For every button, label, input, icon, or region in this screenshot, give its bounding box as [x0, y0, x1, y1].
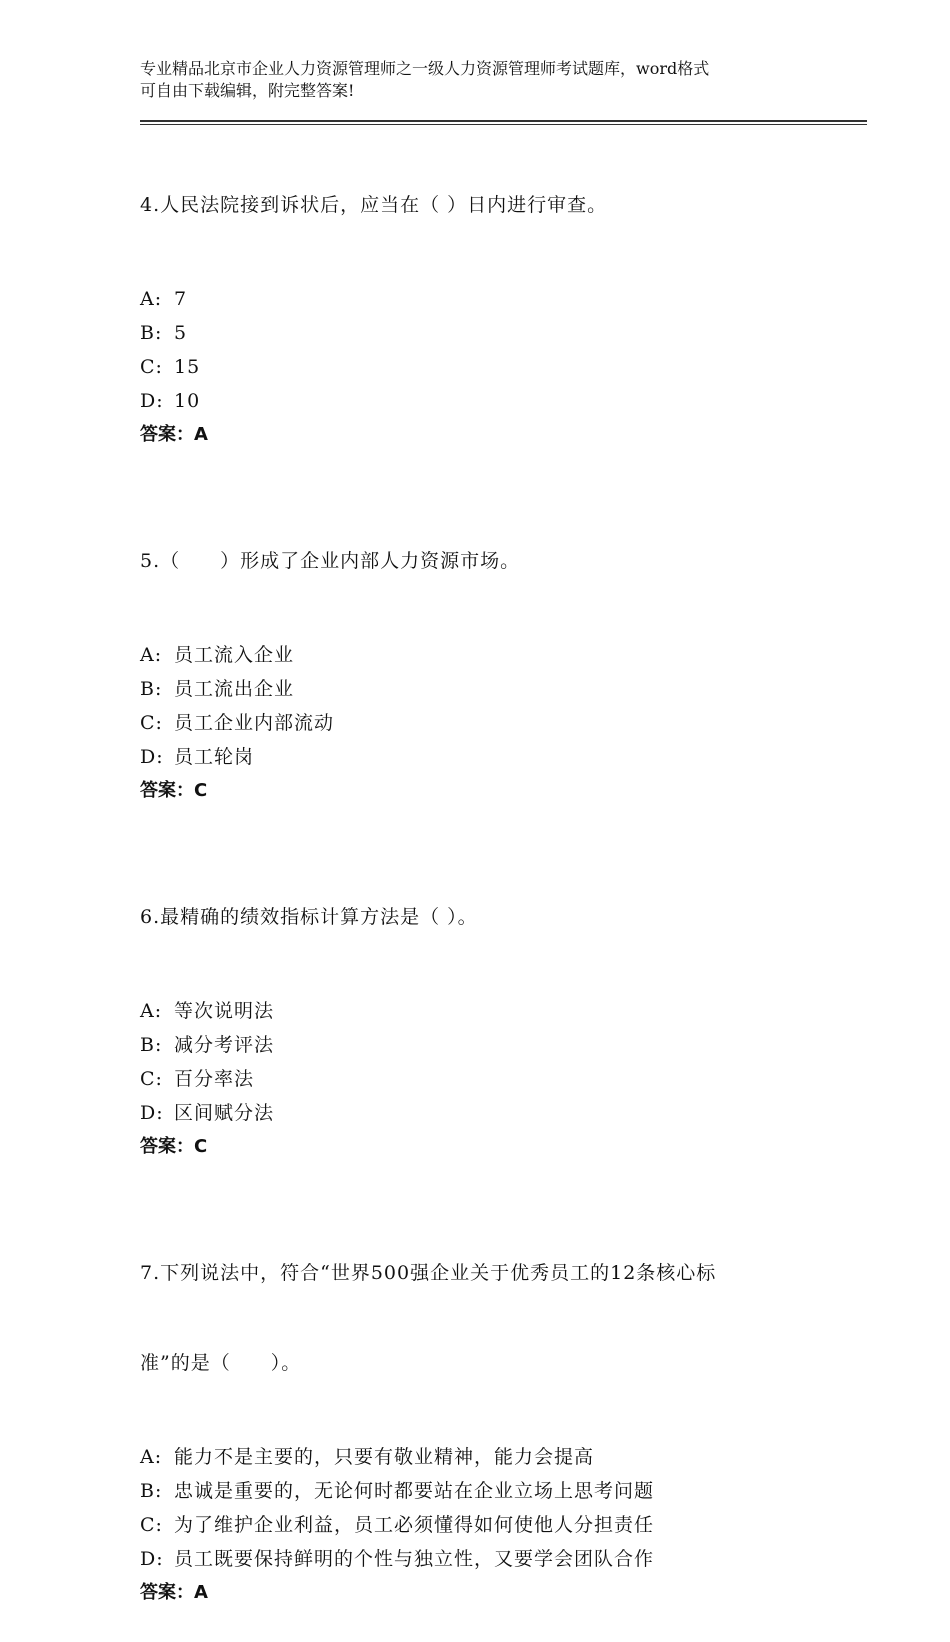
- option-key: D:: [140, 1548, 164, 1570]
- document-header: [140, 58, 840, 102]
- question-5: [140, 484, 840, 806]
- option-text: 15: [174, 356, 201, 378]
- answer-label: 答案：A: [140, 1582, 208, 1603]
- option-text: 等次说明法: [174, 1000, 275, 1022]
- option-d: [140, 1098, 840, 1128]
- option-key: D:: [140, 1102, 164, 1124]
- option-text: 5: [174, 322, 188, 344]
- question-text-line: 6.最精确的绩效指标计算方法是（ ）。: [140, 906, 478, 928]
- option-key: C:: [140, 712, 163, 734]
- header-line-1: 专业精品北京市企业人力资源管理师之一级人力资源管理师考试题库，word格式: [140, 59, 710, 78]
- option-key: A:: [140, 1446, 163, 1468]
- option-text: 10: [174, 390, 201, 412]
- option-b: [140, 674, 840, 704]
- question-list: [140, 128, 840, 1642]
- option-key: C:: [140, 356, 163, 378]
- option-key: C:: [140, 1068, 163, 1090]
- option-key: C:: [140, 1514, 163, 1536]
- option-key: A:: [140, 288, 163, 310]
- option-key: B:: [140, 678, 163, 700]
- option-d: [140, 386, 840, 416]
- option-text: 员工轮岗: [174, 746, 255, 768]
- option-d: [140, 1544, 840, 1574]
- question-text-line: 5.（ ）形成了企业内部人力资源市场。: [140, 550, 521, 572]
- option-c: [140, 1064, 840, 1094]
- option-b: [140, 318, 840, 348]
- question-text-line: 7.下列说法中，符合“世界500强企业关于优秀员工的12条核心标: [140, 1262, 717, 1284]
- option-key: B:: [140, 1480, 163, 1502]
- option-text: 为了维护企业利益，员工必须懂得如何使他人分担责任: [174, 1514, 655, 1536]
- option-c: [140, 708, 840, 738]
- option-text: 7: [174, 288, 188, 310]
- option-key: B:: [140, 1034, 163, 1056]
- header-divider-thin: [140, 124, 867, 125]
- question-text: [140, 484, 840, 636]
- option-text: 员工流出企业: [174, 678, 295, 700]
- option-c: [140, 1510, 840, 1540]
- option-key: D:: [140, 390, 164, 412]
- option-d: [140, 742, 840, 772]
- option-b: [140, 1476, 840, 1506]
- option-b: [140, 1030, 840, 1060]
- option-key: A:: [140, 1000, 163, 1022]
- option-text: 员工流入企业: [174, 644, 295, 666]
- question-text-line: 准”的是（ ）。: [140, 1352, 302, 1374]
- question-text-line: 4.人民法院接到诉状后，应当在（ ）日内进行审查。: [140, 194, 608, 216]
- question-text: [140, 1196, 840, 1438]
- question-7: [140, 1196, 840, 1608]
- option-a: [140, 996, 840, 1026]
- option-key: A:: [140, 644, 163, 666]
- option-a: [140, 640, 840, 670]
- question-text: [140, 840, 840, 992]
- option-text: 减分考评法: [174, 1034, 275, 1056]
- option-text: 忠诚是重要的，无论何时都要站在企业立场上思考问题: [174, 1480, 655, 1502]
- option-key: D:: [140, 746, 164, 768]
- option-a: [140, 284, 840, 314]
- question-text: [140, 128, 840, 280]
- option-a: [140, 1442, 840, 1472]
- answer-label: 答案：C: [140, 1136, 208, 1157]
- option-text: 能力不是主要的，只要有敬业精神，能力会提高: [174, 1446, 595, 1468]
- option-text: 员工既要保持鲜明的个性与独立性，又要学会团队合作: [174, 1548, 655, 1570]
- question-6: [140, 840, 840, 1162]
- option-text: 区间赋分法: [174, 1102, 275, 1124]
- option-text: 百分率法: [174, 1068, 255, 1090]
- option-key: B:: [140, 322, 163, 344]
- option-text: 员工企业内部流动: [174, 712, 335, 734]
- header-divider-thick: [140, 120, 867, 122]
- header-line-2: 可自由下载编辑，附完整答案!: [140, 81, 355, 100]
- answer-label: 答案：C: [140, 780, 208, 801]
- answer-label: 答案：A: [140, 424, 208, 445]
- question-4: [140, 128, 840, 450]
- option-c: [140, 352, 840, 382]
